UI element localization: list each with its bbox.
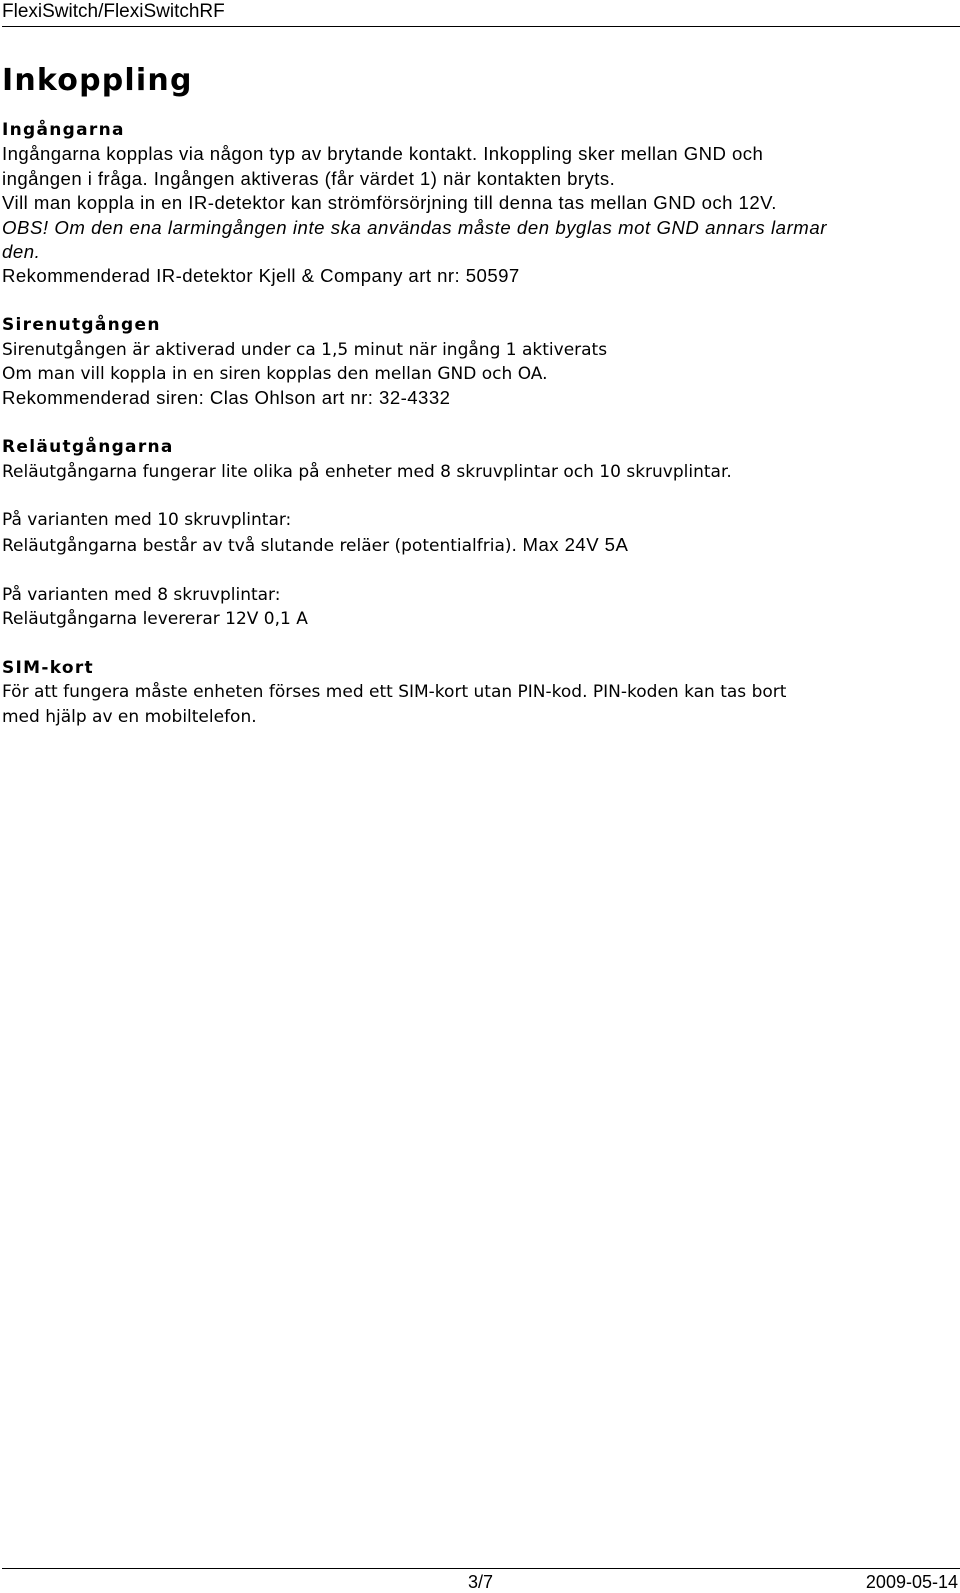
section-sirenutgangen [2, 313, 958, 411]
paragraph-line: Reläutgångarna fungerar lite olika på enheter med 8 skruvplintar och 10 skruvplintar. [2, 461, 732, 482]
section-heading-relautgangarna: Reläutgångarna [2, 437, 174, 458]
variant-8-title: På varianten med 8 skruvplintar: [2, 584, 281, 605]
paragraph-line: Vill man koppla in en IR-detektor kan strömförsörjning till denna tas mellan GND och 12V. [2, 192, 777, 214]
section-heading-ingangarna: Ingångarna [2, 120, 125, 140]
variant-10-max-rating: Max 24V 5A [516, 533, 629, 555]
recommendation-ir-detector: Rekommenderad IR-detektor Kjell & Company art nr: 50597 [2, 265, 520, 287]
section-ingangarna [2, 118, 958, 289]
variant-10-relay-text: Reläutgångarna består av två slutande reläer (potentialfria). [2, 535, 517, 556]
obs-warning-line: OBS! Om den ena larmingången inte ska användas måste den byglas mot GND annars larmar [2, 216, 827, 238]
section-heading-sirenutgangen: Sirenutgången [2, 315, 161, 336]
section-simkort [2, 656, 958, 729]
page-number: 3/7 [468, 1572, 494, 1592]
paragraph-line: För att fungera måste enheten förses med ett SIM-kort utan PIN-kod. PIN-koden kan tas bort [2, 682, 787, 703]
page-title: Inkoppling [2, 63, 193, 98]
paragraph-line: Ingångarna kopplas via någon typ av brytande kontakt. Inkoppling sker mellan GND och [2, 143, 764, 165]
variant-10-description [2, 533, 958, 558]
paragraph-line: Om man vill koppla in en siren kopplas den mellan GND och OA. [2, 364, 548, 385]
document-date: 2009-05-14 [865, 1572, 958, 1592]
document-body [2, 118, 958, 729]
variant-8-description: Reläutgångarna levererar 12V 0,1 A [2, 609, 308, 630]
document-title: FlexiSwitch/FlexiSwitchRF [2, 1, 225, 22]
document-header [2, 0, 960, 27]
obs-warning-line: den. [2, 241, 41, 263]
paragraph-line: Sirenutgången är aktiverad under ca 1,5 minut när ingång 1 aktiverats [2, 339, 608, 360]
document-footer [2, 1568, 960, 1592]
section-heading-simkort: SIM-kort [2, 657, 94, 678]
section-relautgangarna [2, 435, 958, 631]
recommendation-siren: Rekommenderad siren: Clas Ohlson art nr: 32-4332 [2, 387, 451, 409]
variant-10-title: På varianten med 10 skruvplintar: [2, 510, 292, 531]
paragraph-line: med hjälp av en mobiltelefon. [2, 706, 257, 727]
paragraph-line: ingången i fråga. Ingången aktiveras (får värdet 1) när kontakten bryts. [2, 167, 616, 189]
